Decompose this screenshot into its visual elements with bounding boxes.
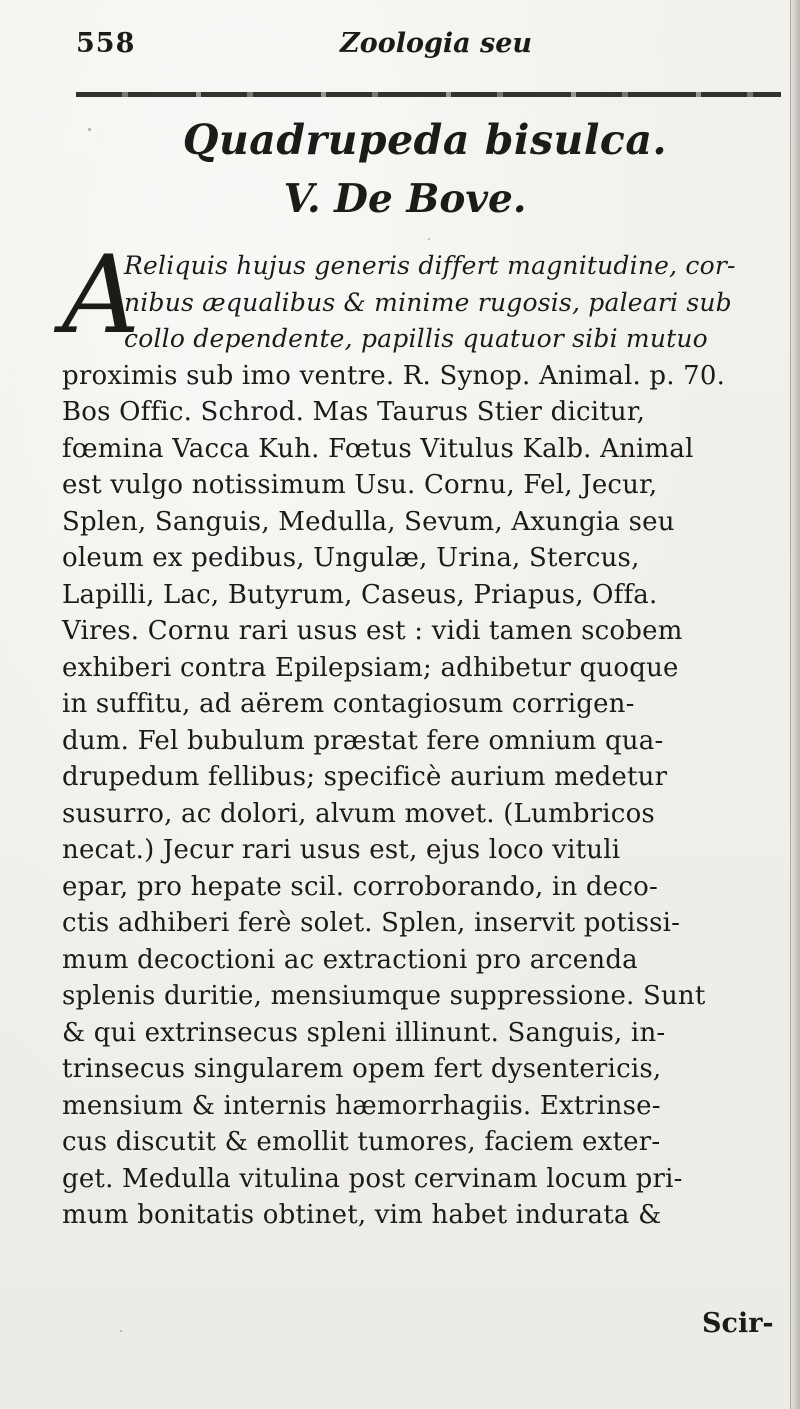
paper-speck xyxy=(120,1330,122,1332)
text-line: oleum ex pedibus, Ungulæ, Urina, Stercus, xyxy=(62,543,640,573)
text-line: fœmina Vacca Kuh. Fœtus Vitulus Kalb. Animal xyxy=(62,433,694,464)
text-line: in suffitu, ad aërem contagiosum corrigen- xyxy=(62,689,635,719)
text-line: splenis duritie, mensiumque suppressione. Sunt xyxy=(62,981,706,1011)
text-line: drupedum fellibus; specificè aurium medetur xyxy=(62,762,668,792)
text-line: est vulgo notissimum Usu. Cornu, Fel, Jecur, xyxy=(62,470,658,500)
text-line: trinsecus singularem opem fert dysentericis, xyxy=(62,1054,662,1084)
text-line: mum bonitatis obtinet, vim habet indurata & xyxy=(62,1200,662,1230)
running-head: Zoologia seu xyxy=(340,28,533,59)
chapter-title-text: V. De Bove. xyxy=(283,176,527,222)
text-line: dum. Fel bubulum præstat fere omnium qua- xyxy=(62,725,664,756)
paper-speck xyxy=(88,128,91,131)
text-line: mensium & internis hæmorrhagiis. Extrinse- xyxy=(62,1090,661,1121)
text-line: susurro, ac dolori, alvum movet. (Lumbricos xyxy=(62,798,655,829)
paper-speck xyxy=(428,238,430,240)
text-line: Lapilli, Lac, Butyrum, Caseus, Priapus, Offa. xyxy=(62,579,658,610)
text-line: nibus æqualibus & minime rugosis, paleari sub xyxy=(124,287,732,317)
text-line: collo dependente, papillis quatuor sibi mutuo xyxy=(124,324,708,353)
text-line: Vires. Cornu rari usus est : vidi tamen scobem xyxy=(62,616,683,646)
text-line: necat.) Jecur rari usus est, ejus loco vituli xyxy=(62,835,621,865)
text-line: mum decoctioni ac extractioni pro arcenda xyxy=(62,944,638,975)
catchword: Scir- xyxy=(702,1308,774,1339)
text-line: ctis adhiberi ferè solet. Splen, inservit potissi- xyxy=(62,908,681,938)
page-number: 558 xyxy=(76,28,136,59)
section-title-text: Quadrupeda bisulca. xyxy=(182,116,668,164)
text-line: & qui extrinsecus spleni illinunt. Sanguis, in- xyxy=(62,1017,666,1048)
body-text xyxy=(62,233,782,1234)
text-line: epar, pro hepate scil. corroborando, in deco- xyxy=(62,871,658,902)
page-header xyxy=(76,28,776,68)
header-rule xyxy=(76,92,781,97)
text-line: get. Medulla vitulina post cervinam locum pri- xyxy=(62,1163,683,1194)
drop-cap: A xyxy=(62,233,140,358)
text-line: exhiberi contra Epilepsiam; adhibetur quoque xyxy=(62,652,679,683)
chapter-title xyxy=(0,176,800,222)
text-line: proximis sub imo ventre. R. Synop. Animal. p. 70. xyxy=(62,360,726,391)
section-title xyxy=(0,116,800,164)
text-line: Bos Offic. Schrod. Mas Taurus Stier dicitur, xyxy=(62,397,646,427)
text-line: cus discutit & emollit tumores, faciem exter- xyxy=(62,1127,661,1157)
text-line: Splen, Sanguis, Medulla, Sevum, Axungia seu xyxy=(62,506,675,537)
text-line: Reliquis hujus generis differt magnitudine, cor- xyxy=(124,251,736,280)
